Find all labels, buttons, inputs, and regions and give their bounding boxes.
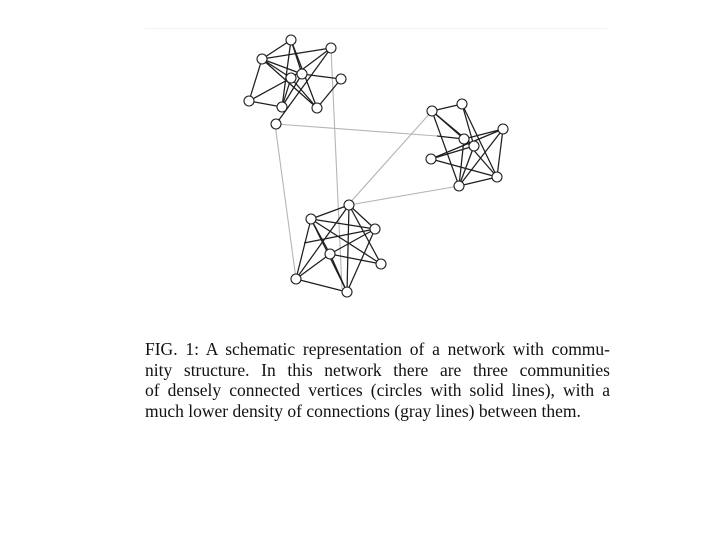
intra-edge	[317, 79, 341, 108]
vertex	[457, 99, 467, 109]
vertex	[325, 249, 335, 259]
vertex	[427, 106, 437, 116]
vertex	[426, 154, 436, 164]
vertex	[344, 200, 354, 210]
inter-edge	[349, 186, 459, 205]
vertex	[271, 119, 281, 129]
intra-edge	[330, 254, 347, 292]
intra-edge	[349, 205, 381, 264]
inter-edge	[276, 124, 437, 136]
intra-edge	[302, 74, 341, 79]
vertex	[244, 96, 254, 106]
vertex	[469, 141, 479, 151]
vertex	[277, 102, 287, 112]
vertex	[297, 69, 307, 79]
vertex	[342, 287, 352, 297]
intra-edge	[296, 279, 347, 292]
caption-line: of densely connected vertices (circles with solid lines), with a	[145, 380, 610, 400]
vertex	[370, 224, 380, 234]
community-b-vertices	[426, 99, 508, 191]
vertex	[286, 73, 296, 83]
vertex	[376, 259, 386, 269]
community-b-edges	[431, 104, 503, 186]
intra-edge	[291, 78, 317, 108]
vertex	[454, 181, 464, 191]
vertex	[257, 54, 267, 64]
caption-line: much lower density of connections (gray lines) between them.	[145, 400, 581, 421]
vertex	[459, 134, 469, 144]
vertex	[498, 124, 508, 134]
inter-edge	[275, 124, 296, 279]
vertex	[291, 274, 301, 284]
vertex	[286, 35, 296, 45]
community-a-edges	[249, 40, 341, 124]
vertex	[326, 43, 336, 53]
intra-edge	[347, 205, 349, 292]
caption-line: FIG. 1: A schematic representation of a network with commu-	[145, 339, 610, 359]
vertex	[336, 74, 346, 84]
inter-edge	[347, 111, 432, 206]
caption-line: nity structure. In this network there are three communities	[145, 359, 610, 380]
vertex	[306, 214, 316, 224]
vertex	[312, 103, 322, 113]
figure-caption	[145, 339, 610, 421]
intra-edge	[431, 146, 474, 159]
vertex	[492, 172, 502, 182]
